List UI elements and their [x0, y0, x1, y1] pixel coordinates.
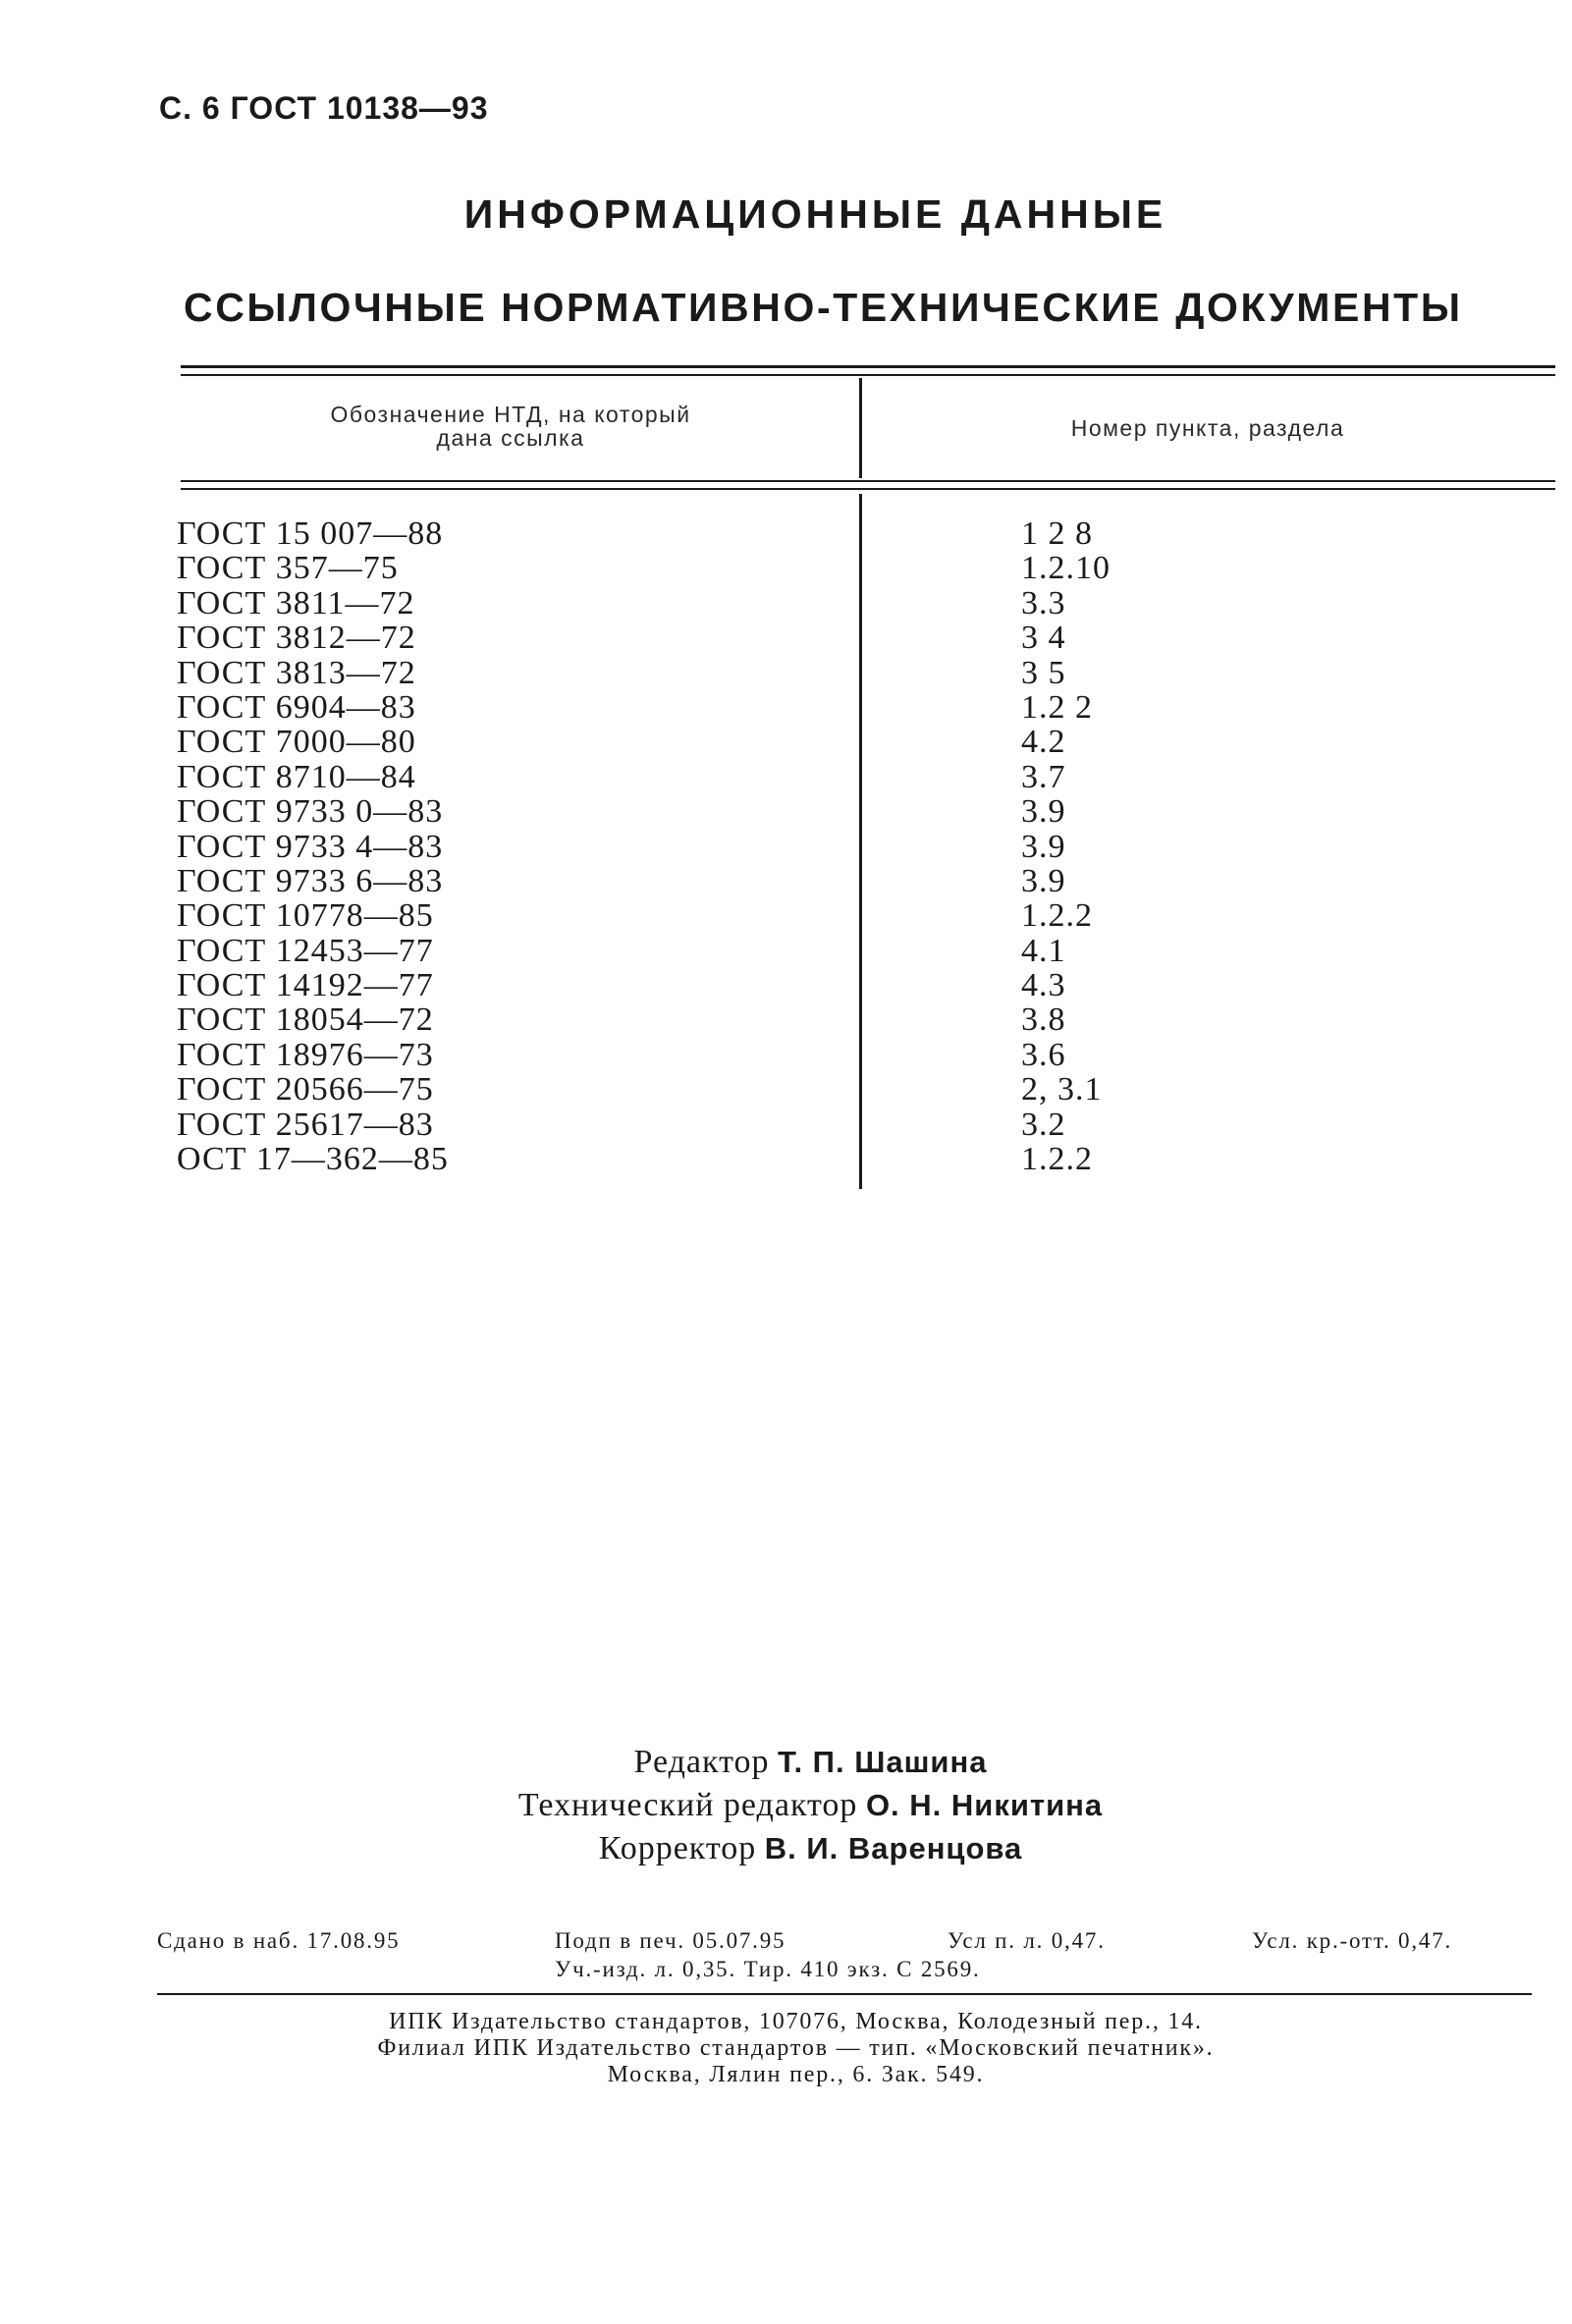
column-header-document — [236, 403, 786, 450]
table-top-rule — [181, 365, 1555, 368]
table-row-doc: ГОСТ 6904—83 — [177, 688, 416, 726]
credit-proofreader-name: В. И. Варенцова — [764, 1831, 1023, 1865]
table-row-doc: ГОСТ 18976—73 — [177, 1036, 434, 1073]
pub-submitted: Сдано в наб. 17.08.95 — [157, 1928, 401, 1953]
publisher-line-2: Филиал ИПК Издательство стандартов — тип. «Московский печатник». — [377, 2035, 1215, 2061]
pub-color-prints: Усл. кр.-отт. 0,47. — [1252, 1928, 1453, 1953]
table-row-section: 1.2.10 — [1021, 550, 1111, 587]
table-row-doc: ГОСТ 18054—72 — [177, 1001, 434, 1039]
column-header-document-line2: дана ссылка — [436, 425, 585, 451]
table-row-section: 1.2.2 — [1021, 897, 1093, 935]
table-row-doc: ОСТ 17—362—85 — [177, 1141, 449, 1178]
table-row-doc: ГОСТ 9733 0—83 — [177, 793, 444, 831]
table-row-doc: ГОСТ 25617—83 — [177, 1106, 434, 1143]
table-row-doc: ГОСТ 15 007—88 — [177, 515, 444, 552]
credit-editor — [0, 1741, 1572, 1784]
table-row-section: 3.8 — [1021, 1001, 1066, 1039]
table-row-doc: ГОСТ 3811—72 — [177, 584, 415, 622]
publisher-line-1: ИПК Издательство стандартов, 107076, Москва, Колодезный пер., 14. — [389, 2009, 1203, 2034]
table-row-section: 3.9 — [1021, 793, 1066, 831]
column-divider-header — [859, 378, 862, 478]
table-row-doc: ГОСТ 357—75 — [177, 550, 399, 587]
table-row-section: 3.7 — [1021, 758, 1066, 795]
table-row-section: 1.2 2 — [1021, 688, 1093, 726]
table-row-doc: ГОСТ 20566—75 — [177, 1071, 434, 1108]
table-top-rule-inner — [181, 374, 1555, 376]
table-row-section: 3 4 — [1021, 620, 1066, 657]
header-bottom-rule — [181, 480, 1555, 482]
table-row-doc: ГОСТ 9733 4—83 — [177, 828, 444, 865]
table-row-section: 4.2 — [1021, 724, 1066, 761]
credit-tech-editor — [0, 1784, 1572, 1827]
credit-editor-label: Редактор — [633, 1744, 770, 1780]
credit-tech-editor-name: О. Н. Никитина — [865, 1788, 1104, 1822]
credit-proofreader-label: Корректор — [598, 1830, 757, 1866]
table-row-doc: ГОСТ 14192—77 — [177, 967, 434, 1004]
section-subtitle: ССЫЛОЧНЫЕ НОРМАТИВНО-ТЕХНИЧЕСКИЕ ДОКУМЕНТЫ — [184, 285, 1463, 330]
table-row-doc: ГОСТ 3812—72 — [177, 620, 416, 657]
pub-signed: Подп в печ. 05.07.95 — [555, 1928, 786, 1953]
table-row-section: 4.1 — [1021, 932, 1066, 969]
section-title: ИНФОРМАЦИОННЫЕ ДАННЫЕ — [463, 191, 1167, 237]
credits-block — [0, 1741, 1572, 1870]
table-row-section: 3.2 — [1021, 1106, 1066, 1143]
table-row-section: 4.3 — [1021, 967, 1066, 1004]
credit-editor-name: Т. П. Шашина — [778, 1745, 988, 1779]
imprint-rule — [157, 1993, 1532, 1995]
document-column — [177, 516, 449, 1176]
table-row-doc: ГОСТ 12453—77 — [177, 932, 434, 969]
section-column — [1021, 516, 1111, 1176]
table-row-section: 3.9 — [1021, 862, 1066, 899]
table-row-doc: ГОСТ 7000—80 — [177, 724, 416, 761]
column-divider-body — [859, 494, 862, 1189]
table-row-section: 2, 3.1 — [1021, 1071, 1103, 1108]
table-row-section: 1.2.2 — [1021, 1141, 1093, 1178]
table-row-doc: ГОСТ 10778—85 — [177, 897, 434, 935]
pub-print-sheets: Усл п. л. 0,47. — [948, 1928, 1106, 1953]
page-header: С. 6 ГОСТ 10138—93 — [159, 90, 489, 126]
table-row-doc: ГОСТ 9733 6—83 — [177, 862, 444, 899]
column-header-document-line1: Обозначение НТД, на который — [330, 402, 691, 427]
table-row-section: 3 5 — [1021, 654, 1066, 691]
table-row-section: 3.6 — [1021, 1036, 1066, 1073]
table-row-section: 3.3 — [1021, 584, 1066, 622]
pub-details: Уч.-изд. л. 0,35. Тир. 410 экз. С 2569. — [555, 1957, 981, 1981]
column-header-section: Номер пункта, раздела — [1070, 415, 1345, 441]
table-row-section: 1 2 8 — [1021, 515, 1093, 552]
credit-proofreader — [0, 1827, 1572, 1870]
header-bottom-rule-inner — [181, 488, 1555, 490]
publisher-line-3: Москва, Лялин пер., 6. Зак. 549. — [607, 2062, 985, 2087]
table-row-section: 3.9 — [1021, 828, 1066, 865]
credit-tech-editor-label: Технический редактор — [517, 1787, 858, 1823]
table-row-doc: ГОСТ 8710—84 — [177, 758, 416, 795]
table-row-doc: ГОСТ 3813—72 — [177, 654, 416, 691]
